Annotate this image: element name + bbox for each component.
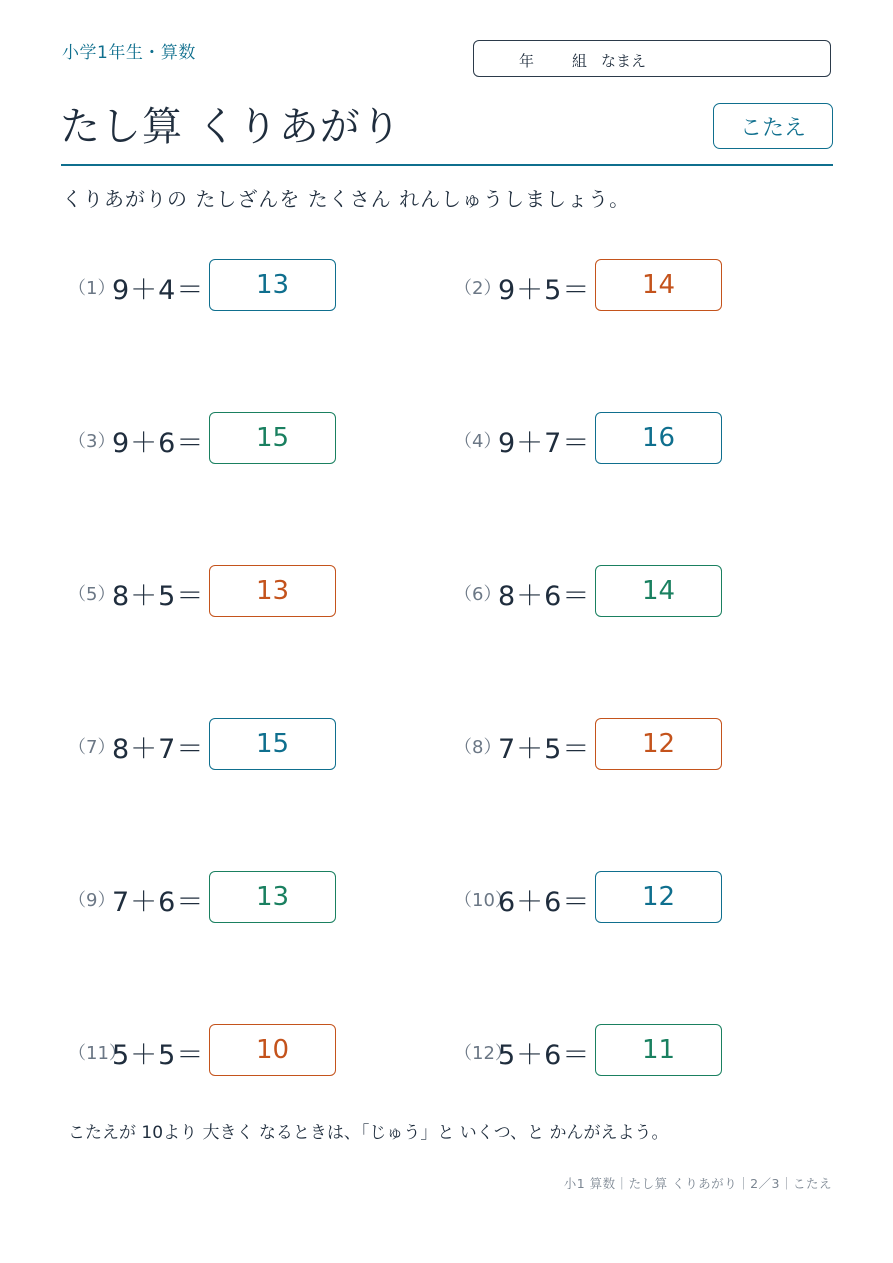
answer-box: 13 — [209, 259, 336, 311]
problem-expression: 7＋5＝ — [498, 734, 591, 765]
answer-box: 13 — [209, 565, 336, 617]
problem-number: （9） — [68, 890, 116, 911]
problem-number: （7） — [68, 737, 116, 758]
answer-key-badge: こたえ — [713, 103, 833, 149]
problem-expression: 6＋6＝ — [498, 887, 591, 918]
answer-box: 12 — [595, 718, 722, 770]
problem-expression: 9＋4＝ — [112, 275, 205, 306]
problem-expression: 9＋6＝ — [112, 428, 205, 459]
grade-label: 小学1年生・算数 — [62, 43, 196, 63]
header-divider — [61, 164, 833, 166]
problem-number: （11） — [68, 1043, 127, 1064]
problem-expression: 8＋5＝ — [112, 581, 205, 612]
problem-number: （5） — [68, 584, 116, 605]
problem-number: （6） — [454, 584, 502, 605]
hint-text: こたえが 10より 大きく なるときは、「じゅう」と いくつ、と かんがえよう。 — [68, 1123, 669, 1143]
problem-number: （4） — [454, 431, 502, 452]
instruction-text: くりあがりの たしざんを たくさん れんしゅうしましょう。 — [62, 187, 631, 211]
problem-expression: 5＋6＝ — [498, 1040, 591, 1071]
answer-box: 15 — [209, 412, 336, 464]
name-box[interactable] — [473, 40, 831, 77]
problem-expression: 9＋7＝ — [498, 428, 591, 459]
name-box-year-label: 年 — [519, 52, 535, 70]
problem-number: （2） — [454, 278, 502, 299]
answer-box: 12 — [595, 871, 722, 923]
name-box-class-label: 組 — [572, 52, 588, 70]
answer-box: 10 — [209, 1024, 336, 1076]
problem-expression: 8＋6＝ — [498, 581, 591, 612]
answer-box: 13 — [209, 871, 336, 923]
problem-expression: 8＋7＝ — [112, 734, 205, 765]
problem-expression: 9＋5＝ — [498, 275, 591, 306]
page-title: たし算 くりあがり — [60, 104, 402, 150]
page-footer: 小1 算数｜たし算 くりあがり｜2／3｜こたえ — [563, 1176, 832, 1191]
name-box-name-label: なまえ — [601, 52, 647, 70]
answer-box: 11 — [595, 1024, 722, 1076]
problem-number: （12） — [454, 1043, 513, 1064]
problem-expression: 7＋6＝ — [112, 887, 205, 918]
problem-number: （10） — [454, 890, 513, 911]
problem-number: （8） — [454, 737, 502, 758]
problem-expression: 5＋5＝ — [112, 1040, 205, 1071]
answer-box: 16 — [595, 412, 722, 464]
problem-number: （3） — [68, 431, 116, 452]
answer-box: 15 — [209, 718, 336, 770]
answer-box: 14 — [595, 259, 722, 311]
problem-number: （1） — [68, 278, 116, 299]
answer-box: 14 — [595, 565, 722, 617]
